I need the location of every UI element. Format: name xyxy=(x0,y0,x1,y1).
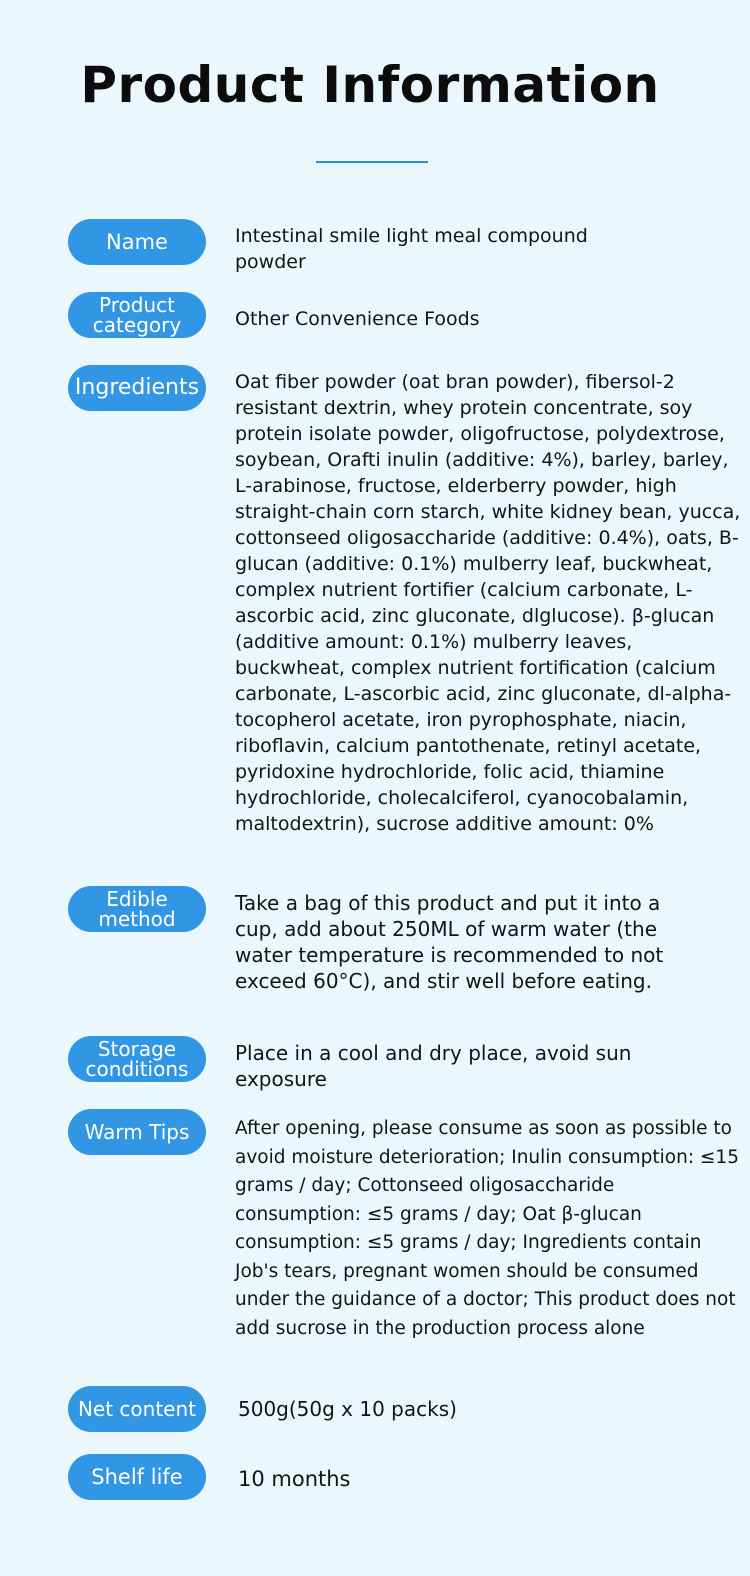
value-ingredients: Oat fiber powder (oat bran powder), fibersol-2 resistant dextrin, whey protein concentrate, soy protein isolate powder, oligofructose, polydextrose, soybean, Orafti inulin (additive: 4%), barley, barley, L-arabinose, fructose, elderberry powder, high straight-chain corn starch, white kidney bean, yucca, cottonseed oligosaccharide (additive: 0.4%), oats, B-glucan (additive: 0.1%) mulberry leaf, buckwheat, complex nutrient fortifier (calcium carbonate, L-ascorbic acid, zinc gluconate, dlglucose). β-glucan (additive amount: 0.1%) mulberry leaves, buckwheat, complex nutrient fortification (calcium carbonate, L-ascorbic acid, zinc gluconate, dl-alpha-tocopherol acetate, iron pyrophosphate, niacin, riboflavin, calcium pantothenate, retinyl acetate, pyridoxine hydrochloride, folic acid, thiamine hydrochloride, cholecalciferol, cyanocobalamin, maltodextrin), sucrose additive amount: 0% xyxy=(235,371,741,835)
title-divider xyxy=(316,161,428,163)
label-edible-method: Edible method xyxy=(68,886,206,932)
label-net-content: Net content xyxy=(68,1386,206,1432)
value-product-category: Other Convenience Foods xyxy=(235,308,480,330)
value-net-content: 500g(50g x 10 packs) xyxy=(238,1397,457,1421)
value-storage-conditions: Place in a cool and dry place, avoid sun exposure xyxy=(235,1041,632,1091)
label-ingredients: Ingredients xyxy=(68,365,206,411)
value-shelf-life: 10 months xyxy=(238,1467,351,1491)
label-product-category: Product category xyxy=(68,292,206,338)
label-name: Name xyxy=(68,219,206,265)
page-title: Product Information xyxy=(80,56,660,114)
label-shelf-life: Shelf life xyxy=(68,1454,206,1500)
label-storage-conditions: Storage conditions xyxy=(68,1036,206,1082)
value-name: Intestinal smile light meal compound powder xyxy=(235,225,588,273)
value-warm-tips: After opening, please consume as soon as possible to avoid moisture deterioration; Inulin consumption: ≤15 grams / day; Cottonseed oligosaccharide consumption: ≤5 grams / day; Oat β-glucan consumption: ≤5 grams / day; Ingredients contain Job's tears, pregnant women should be consumed under the guidance of a doctor; This product does not add sucrose in the production process alone xyxy=(235,1118,739,1339)
value-edible-method: Take a bag of this product and put it into a cup, add about 250ML of warm water (the water temperature is recommended to not exceed 60°C), and stir well before eating. xyxy=(235,891,664,993)
label-warm-tips: Warm Tips xyxy=(68,1109,206,1155)
